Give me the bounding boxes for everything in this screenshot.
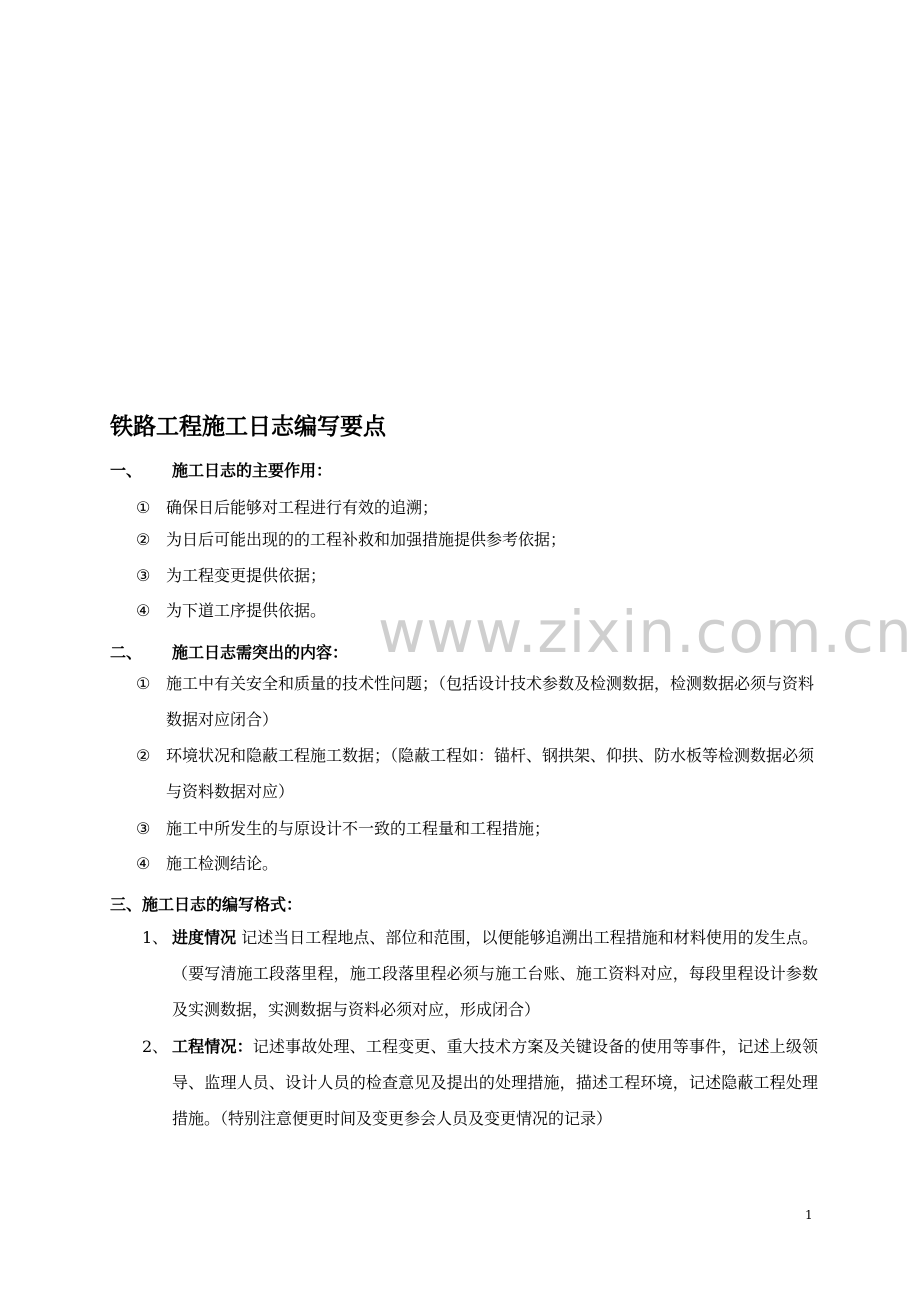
item-text: 施工检测结论。	[166, 854, 279, 873]
item-label: 进度情况	[172, 928, 237, 947]
section-1-item	[136, 490, 816, 526]
item-text: 为日后可能出现的的工程补救和加强措施提供参考依据；	[166, 530, 567, 549]
item-label: 工程情况：	[172, 1037, 253, 1056]
section-2-item	[136, 811, 816, 847]
section-2-item	[136, 666, 816, 738]
item-marker: ②	[136, 530, 151, 549]
item-marker: ①	[136, 498, 151, 517]
item-text: 施工中所发生的与原设计不一致的工程量和工程措施；	[166, 819, 551, 838]
item-text: 确保日后能够对工程进行有效的追溯；	[166, 498, 439, 517]
page-number: 1	[805, 1208, 813, 1222]
format-item	[142, 920, 818, 1028]
section-1-number: 一、	[110, 461, 143, 480]
section-3-heading: 三、施工日志的编写格式：	[110, 895, 303, 914]
item-text	[172, 1029, 818, 1137]
item-marker: ④	[136, 601, 151, 620]
item-text: 环境状况和隐蔽工程施工数据；（隐蔽工程如：锚杆、钢拱架、仰拱、防水板等检测数据必须与资料数据对应）	[166, 746, 815, 801]
section-2-item	[136, 738, 816, 810]
section-1-item	[136, 522, 816, 558]
section-2-number: 二、	[110, 643, 143, 662]
item-text: 为下道工序提供依据。	[166, 601, 327, 620]
section-1-heading	[110, 458, 332, 481]
item-text: 为工程变更提供依据；	[166, 566, 327, 585]
item-marker: ③	[136, 819, 151, 838]
item-text: 施工中有关安全和质量的技术性问题；（包括设计技术参数及检测数据，检测数据必须与资料数据对应闭合）	[166, 674, 815, 729]
item-marker: 2、	[142, 1037, 169, 1056]
section-1-item	[136, 593, 816, 629]
section-2-item	[136, 846, 816, 882]
item-marker: ④	[136, 854, 151, 873]
item-marker: 1、	[142, 928, 169, 947]
item-marker: ②	[136, 746, 151, 765]
item-marker: ③	[136, 566, 151, 585]
item-body: 记述当日工程地点、部位和范围，以便能够追溯出工程措施和材料使用的发生点。（要写清施工段落里程，施工段落里程必须与施工台账、施工资料对应，每段里程设计参数及实测数据，实测数据与资料必须对应，形成闭合）	[172, 928, 818, 1019]
format-item	[142, 1029, 818, 1137]
section-2-title: 施工日志需突出的内容：	[172, 643, 349, 662]
item-text	[172, 920, 818, 1028]
item-marker: ①	[136, 674, 151, 693]
section-2-heading	[110, 640, 348, 663]
section-1-item	[136, 558, 816, 594]
item-body: 记述事故处理、工程变更、重大技术方案及关键设备的使用等事件，记述上级领导、监理人员、设计人员的检查意见及提出的处理措施，描述工程环境，记述隐蔽工程处理措施。（特别注意便更时间及变更参会人员及变更情况的记录）	[172, 1037, 818, 1128]
watermark: www.zixin.com.cn	[378, 598, 913, 666]
section-1-title: 施工日志的主要作用：	[172, 461, 333, 480]
document-title: 铁路工程施工日志编写要点	[110, 414, 386, 440]
